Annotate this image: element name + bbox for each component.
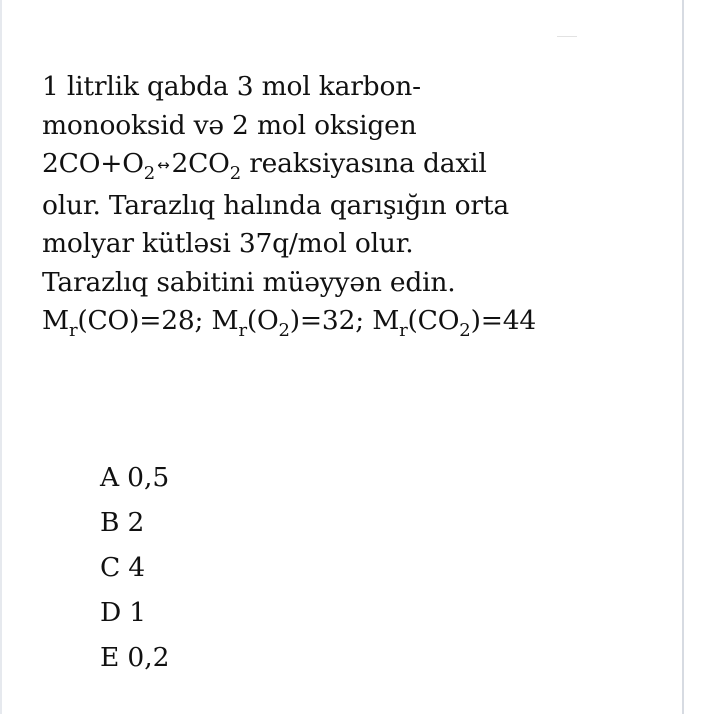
- equation-subscript-2: 2: [229, 163, 241, 184]
- mass-1-value: (CO)=28;: [77, 305, 212, 336]
- mass-3-value: )=44: [470, 305, 537, 336]
- option-d[interactable]: [100, 590, 170, 635]
- option-b[interactable]: [100, 500, 170, 545]
- mass-3-subscript: r: [399, 320, 408, 341]
- equation-rest: reaksiyasına daxil: [240, 148, 487, 179]
- mass-2-subscript: r: [238, 320, 247, 341]
- right-frame-border: [682, 0, 684, 714]
- option-c[interactable]: [100, 545, 170, 590]
- option-letter: B: [100, 507, 120, 538]
- option-letter: C: [100, 552, 121, 583]
- mass-1-symbol: M: [42, 305, 69, 336]
- option-value: 0,5: [127, 462, 170, 493]
- option-letter: D: [100, 597, 122, 628]
- question-line-6: Tarazlıq sabitini müəyyən edin.: [42, 266, 456, 298]
- question-text: [42, 68, 662, 341]
- left-frame-border: [0, 0, 2, 714]
- corner-mark: [557, 36, 577, 37]
- question-line-1: 1 litrlik qabda 3 mol karbon-: [42, 71, 421, 102]
- answer-options: [100, 455, 170, 680]
- equation-subscript-1: 2: [143, 163, 156, 184]
- option-letter: E: [100, 642, 120, 673]
- option-a[interactable]: [100, 455, 170, 500]
- option-value: 0,2: [127, 642, 170, 673]
- option-letter: A: [100, 462, 120, 493]
- molar-masses: [42, 302, 662, 341]
- mass-2-value: )=32;: [289, 305, 373, 336]
- reaction-equation: [42, 145, 662, 187]
- option-e[interactable]: [100, 635, 170, 680]
- mass-1-subscript: r: [68, 320, 78, 341]
- mass-2-formula: (O: [246, 305, 279, 336]
- mass-3-formula-subscript: 2: [459, 320, 471, 341]
- mass-2-formula-subscript: 2: [278, 320, 290, 341]
- equilibrium-arrow-icon: ↔: [157, 156, 170, 174]
- mass-3-symbol: M: [372, 305, 400, 336]
- mass-2-symbol: M: [211, 305, 239, 336]
- option-value: 2: [127, 507, 145, 538]
- equation-part-2: 2CO: [171, 148, 230, 179]
- option-value: 1: [129, 597, 147, 628]
- question-line-4: olur. Tarazlıq halında qarışığın orta: [42, 189, 509, 221]
- option-value: 4: [128, 552, 146, 583]
- equation-part-1: 2CO+O: [42, 148, 144, 179]
- question-line-2: monooksid və 2 mol oksigen: [42, 109, 417, 141]
- mass-3-formula: (CO: [407, 305, 460, 336]
- question-line-5: molyar kütləsi 37q/mol olur.: [42, 228, 414, 259]
